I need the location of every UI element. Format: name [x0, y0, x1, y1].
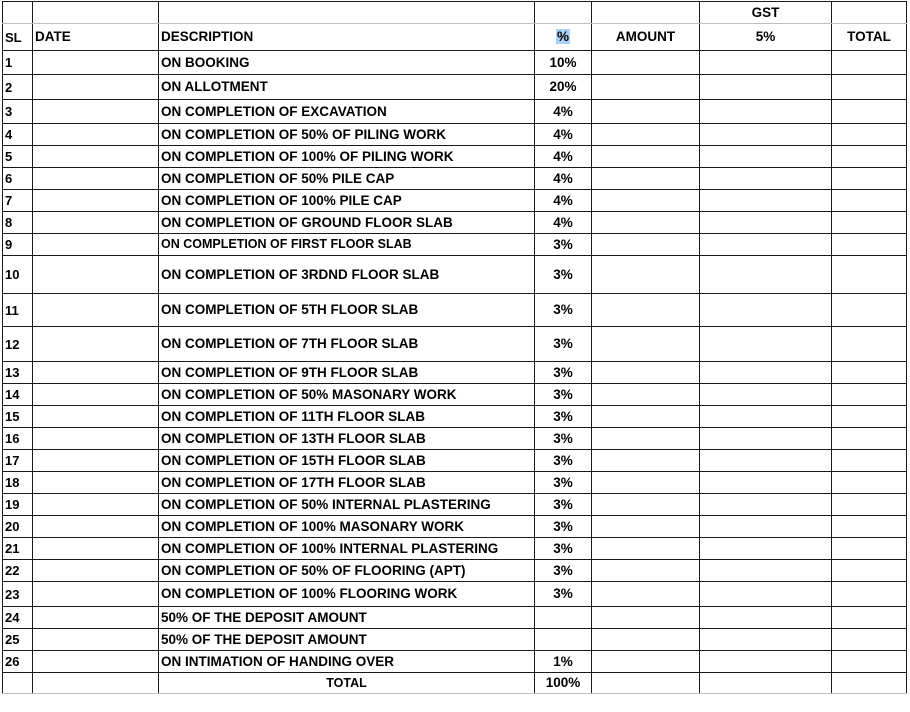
row-percent[interactable]: 3% — [535, 406, 592, 428]
row-description[interactable]: ON COMPLETION OF 7TH FLOOR SLAB — [159, 327, 535, 362]
row-gst[interactable] — [700, 362, 832, 384]
row-gst[interactable] — [700, 146, 832, 168]
row-percent[interactable]: 3% — [535, 538, 592, 560]
row-percent[interactable]: 1% — [535, 651, 592, 673]
table-row — [3, 472, 907, 494]
row-total[interactable] — [832, 582, 907, 607]
row-date[interactable] — [33, 607, 159, 629]
row-percent[interactable]: 3% — [535, 560, 592, 582]
total-row — [3, 673, 907, 694]
row-date[interactable] — [33, 560, 159, 582]
row-percent[interactable]: 3% — [535, 582, 592, 607]
row-gst[interactable] — [700, 538, 832, 560]
percent-header-text: % — [556, 29, 569, 45]
row-date[interactable] — [33, 190, 159, 212]
row-sl[interactable]: 21 — [3, 538, 33, 560]
row-description[interactable]: ON COMPLETION OF 100% OF PILING WORK — [159, 146, 535, 168]
row-percent[interactable]: 3% — [535, 384, 592, 406]
row-amount[interactable] — [592, 168, 700, 190]
row-percent[interactable] — [535, 607, 592, 629]
row-sl[interactable]: 24 — [3, 607, 33, 629]
row-description[interactable]: ON COMPLETION OF GROUND FLOOR SLAB — [159, 212, 535, 234]
row-total[interactable] — [832, 212, 907, 234]
row-amount[interactable] — [592, 428, 700, 450]
row-total[interactable] — [832, 560, 907, 582]
row-sl[interactable]: 1 — [3, 51, 33, 75]
row-description[interactable]: ON COMPLETION OF 50% PILE CAP — [159, 168, 535, 190]
row-sl[interactable]: 13 — [3, 362, 33, 384]
row-amount[interactable] — [592, 651, 700, 673]
description-header[interactable]: DESCRIPTION — [159, 24, 535, 51]
row-date[interactable] — [33, 234, 159, 256]
row-sl[interactable]: 17 — [3, 450, 33, 472]
row-percent[interactable]: 4% — [535, 100, 592, 124]
row-amount[interactable] — [592, 256, 700, 294]
row-date[interactable] — [33, 582, 159, 607]
row-sl[interactable]: 20 — [3, 516, 33, 538]
row-sl[interactable]: 4 — [3, 124, 33, 146]
cell[interactable] — [3, 673, 33, 694]
table-row — [3, 234, 907, 256]
row-date[interactable] — [33, 124, 159, 146]
row-sl[interactable]: 18 — [3, 472, 33, 494]
row-total[interactable] — [832, 146, 907, 168]
table-row — [3, 256, 907, 294]
row-description[interactable]: ON COMPLETION OF 3RDND FLOOR SLAB — [159, 256, 535, 294]
row-percent[interactable]: 3% — [535, 327, 592, 362]
row-total[interactable] — [832, 256, 907, 294]
row-date[interactable] — [33, 100, 159, 124]
row-total[interactable] — [832, 190, 907, 212]
cell[interactable] — [3, 2, 33, 24]
row-amount[interactable] — [592, 560, 700, 582]
table-row — [3, 406, 907, 428]
row-gst[interactable] — [700, 651, 832, 673]
row-gst[interactable] — [700, 75, 832, 100]
row-gst[interactable] — [700, 294, 832, 327]
row-amount[interactable] — [592, 582, 700, 607]
row-date[interactable] — [33, 362, 159, 384]
row-amount[interactable] — [592, 538, 700, 560]
table-row — [3, 146, 907, 168]
row-total[interactable] — [832, 651, 907, 673]
row-total[interactable] — [832, 538, 907, 560]
row-total[interactable] — [832, 124, 907, 146]
row-date[interactable] — [33, 629, 159, 651]
row-date[interactable] — [33, 516, 159, 538]
total-label[interactable]: TOTAL — [159, 673, 535, 694]
row-percent[interactable]: 3% — [535, 234, 592, 256]
row-amount[interactable] — [592, 294, 700, 327]
table-row — [3, 516, 907, 538]
row-total[interactable] — [832, 516, 907, 538]
row-date[interactable] — [33, 384, 159, 406]
row-total[interactable] — [832, 294, 907, 327]
row-percent[interactable]: 3% — [535, 294, 592, 327]
amount-header[interactable]: AMOUNT — [592, 24, 700, 51]
row-percent[interactable]: 3% — [535, 362, 592, 384]
row-gst[interactable] — [700, 384, 832, 406]
cell[interactable] — [535, 2, 592, 24]
row-description[interactable]: ON COMPLETION OF 50% OF PILING WORK — [159, 124, 535, 146]
row-total[interactable] — [832, 100, 907, 124]
row-gst[interactable] — [700, 629, 832, 651]
row-date[interactable] — [33, 146, 159, 168]
table-row — [3, 51, 907, 75]
row-description[interactable]: ON COMPLETION OF EXCAVATION — [159, 100, 535, 124]
cell[interactable] — [33, 673, 159, 694]
table-row — [3, 190, 907, 212]
row-description[interactable]: ON COMPLETION OF 17TH FLOOR SLAB — [159, 472, 535, 494]
row-description[interactable]: ON INTIMATION OF HANDING OVER — [159, 651, 535, 673]
row-total[interactable] — [832, 234, 907, 256]
row-percent[interactable]: 4% — [535, 168, 592, 190]
row-percent[interactable]: 20% — [535, 75, 592, 100]
row-percent[interactable]: 3% — [535, 494, 592, 516]
table-row — [3, 582, 907, 607]
row-sl[interactable]: 9 — [3, 234, 33, 256]
table-row — [3, 538, 907, 560]
row-description[interactable]: ON COMPLETION OF 100% PILE CAP — [159, 190, 535, 212]
row-percent[interactable]: 3% — [535, 472, 592, 494]
row-sl[interactable]: 5 — [3, 146, 33, 168]
row-gst[interactable] — [700, 124, 832, 146]
table-row — [3, 75, 907, 100]
row-sl[interactable]: 8 — [3, 212, 33, 234]
row-sl[interactable]: 11 — [3, 294, 33, 327]
row-total[interactable] — [832, 406, 907, 428]
row-description[interactable]: ON COMPLETION OF 5TH FLOOR SLAB — [159, 294, 535, 327]
row-total[interactable] — [832, 494, 907, 516]
table-row — [3, 494, 907, 516]
row-gst[interactable] — [700, 168, 832, 190]
cell[interactable] — [159, 2, 535, 24]
row-gst[interactable] — [700, 450, 832, 472]
row-gst[interactable] — [700, 582, 832, 607]
row-sl[interactable]: 26 — [3, 651, 33, 673]
header-row — [3, 24, 907, 51]
row-date[interactable] — [33, 406, 159, 428]
table-row — [3, 124, 907, 146]
payment-schedule-table — [2, 1, 907, 694]
row-amount[interactable] — [592, 327, 700, 362]
row-amount[interactable] — [592, 406, 700, 428]
table-row — [3, 212, 907, 234]
row-date[interactable] — [33, 256, 159, 294]
row-sl[interactable]: 12 — [3, 327, 33, 362]
row-amount[interactable] — [592, 51, 700, 75]
row-amount[interactable] — [592, 100, 700, 124]
row-sl[interactable]: 19 — [3, 494, 33, 516]
row-total[interactable] — [832, 607, 907, 629]
row-sl[interactable]: 23 — [3, 582, 33, 607]
row-amount[interactable] — [592, 472, 700, 494]
table-row — [3, 327, 907, 362]
row-date[interactable] — [33, 51, 159, 75]
sl-header[interactable]: SL — [3, 24, 33, 51]
row-sl[interactable]: 7 — [3, 190, 33, 212]
row-description[interactable]: ON COMPLETION OF 50% OF FLOORING (APT) — [159, 560, 535, 582]
total-gst[interactable] — [700, 673, 832, 694]
table-row — [3, 168, 907, 190]
header-row-top — [3, 2, 907, 24]
row-sl[interactable]: 25 — [3, 629, 33, 651]
row-description[interactable]: ON COMPLETION OF 100% MASONARY WORK — [159, 516, 535, 538]
row-description[interactable]: 50% OF THE DEPOSIT AMOUNT — [159, 607, 535, 629]
row-percent[interactable]: 3% — [535, 428, 592, 450]
row-date[interactable] — [33, 472, 159, 494]
row-percent[interactable]: 4% — [535, 146, 592, 168]
row-description[interactable]: ON COMPLETION OF 11TH FLOOR SLAB — [159, 406, 535, 428]
row-amount[interactable] — [592, 384, 700, 406]
row-description[interactable]: ON COMPLETION OF 100% INTERNAL PLASTERING — [159, 538, 535, 560]
row-amount[interactable] — [592, 212, 700, 234]
row-amount[interactable] — [592, 234, 700, 256]
row-total[interactable] — [832, 75, 907, 100]
row-amount[interactable] — [592, 75, 700, 100]
row-sl[interactable]: 15 — [3, 406, 33, 428]
row-total[interactable] — [832, 472, 907, 494]
row-date[interactable] — [33, 327, 159, 362]
row-total[interactable] — [832, 450, 907, 472]
row-percent[interactable]: 3% — [535, 450, 592, 472]
row-amount[interactable] — [592, 146, 700, 168]
row-date[interactable] — [33, 294, 159, 327]
row-date[interactable] — [33, 168, 159, 190]
row-percent[interactable]: 10% — [535, 51, 592, 75]
row-percent[interactable]: 3% — [535, 256, 592, 294]
row-amount[interactable] — [592, 450, 700, 472]
total-total[interactable] — [832, 673, 907, 694]
row-total[interactable] — [832, 51, 907, 75]
row-date[interactable] — [33, 75, 159, 100]
row-date[interactable] — [33, 212, 159, 234]
row-amount[interactable] — [592, 607, 700, 629]
gst-header[interactable]: GST — [700, 2, 832, 24]
row-sl[interactable]: 22 — [3, 560, 33, 582]
row-amount[interactable] — [592, 629, 700, 651]
row-sl[interactable]: 16 — [3, 428, 33, 450]
row-date[interactable] — [33, 428, 159, 450]
row-percent[interactable]: 4% — [535, 124, 592, 146]
row-description[interactable]: ON COMPLETION OF FIRST FLOOR SLAB — [159, 234, 535, 256]
row-total[interactable] — [832, 362, 907, 384]
cell[interactable] — [33, 2, 159, 24]
table-row — [3, 629, 907, 651]
row-description[interactable]: ON COMPLETION OF 50% INTERNAL PLASTERING — [159, 494, 535, 516]
row-gst[interactable] — [700, 560, 832, 582]
row-sl[interactable]: 10 — [3, 256, 33, 294]
row-description[interactable]: ON COMPLETION OF 13TH FLOOR SLAB — [159, 428, 535, 450]
table-row — [3, 450, 907, 472]
row-sl[interactable]: 14 — [3, 384, 33, 406]
row-gst[interactable] — [700, 428, 832, 450]
table-row — [3, 100, 907, 124]
percent-header[interactable] — [535, 24, 592, 51]
table-row — [3, 651, 907, 673]
row-sl[interactable]: 6 — [3, 168, 33, 190]
row-gst[interactable] — [700, 406, 832, 428]
row-gst[interactable] — [700, 494, 832, 516]
row-date[interactable] — [33, 651, 159, 673]
row-gst[interactable] — [700, 100, 832, 124]
date-header[interactable]: DATE — [33, 24, 159, 51]
row-description[interactable]: ON COMPLETION OF 15TH FLOOR SLAB — [159, 450, 535, 472]
cell[interactable] — [832, 2, 907, 24]
total-amount[interactable] — [592, 673, 700, 694]
row-date[interactable] — [33, 494, 159, 516]
row-description[interactable]: ON COMPLETION OF 50% MASONARY WORK — [159, 384, 535, 406]
row-date[interactable] — [33, 538, 159, 560]
row-gst[interactable] — [700, 327, 832, 362]
row-description[interactable]: ON ALLOTMENT — [159, 75, 535, 100]
row-amount[interactable] — [592, 124, 700, 146]
row-percent[interactable]: 4% — [535, 190, 592, 212]
row-amount[interactable] — [592, 190, 700, 212]
row-total[interactable] — [832, 327, 907, 362]
row-gst[interactable] — [700, 516, 832, 538]
row-gst[interactable] — [700, 472, 832, 494]
row-description[interactable]: 50% OF THE DEPOSIT AMOUNT — [159, 629, 535, 651]
table-row — [3, 560, 907, 582]
cell[interactable] — [592, 2, 700, 24]
row-gst[interactable] — [700, 256, 832, 294]
row-gst[interactable] — [700, 190, 832, 212]
total-header[interactable]: TOTAL — [832, 24, 907, 51]
row-total[interactable] — [832, 428, 907, 450]
table-row — [3, 607, 907, 629]
table-row — [3, 384, 907, 406]
table-row — [3, 428, 907, 450]
total-percent[interactable]: 100% — [535, 673, 592, 694]
row-total[interactable] — [832, 629, 907, 651]
row-gst[interactable] — [700, 212, 832, 234]
table-row — [3, 362, 907, 384]
row-percent[interactable] — [535, 629, 592, 651]
row-gst[interactable] — [700, 234, 832, 256]
row-total[interactable] — [832, 168, 907, 190]
row-percent[interactable]: 3% — [535, 516, 592, 538]
row-description[interactable]: ON COMPLETION OF 9TH FLOOR SLAB — [159, 362, 535, 384]
row-percent[interactable]: 4% — [535, 212, 592, 234]
row-total[interactable] — [832, 384, 907, 406]
row-amount[interactable] — [592, 516, 700, 538]
gst-rate-header[interactable]: 5% — [700, 24, 832, 51]
row-date[interactable] — [33, 450, 159, 472]
row-amount[interactable] — [592, 494, 700, 516]
table-row — [3, 294, 907, 327]
row-amount[interactable] — [592, 362, 700, 384]
row-gst[interactable] — [700, 607, 832, 629]
row-description[interactable]: ON BOOKING — [159, 51, 535, 75]
row-gst[interactable] — [700, 51, 832, 75]
row-description[interactable]: ON COMPLETION OF 100% FLOORING WORK — [159, 582, 535, 607]
row-sl[interactable]: 3 — [3, 100, 33, 124]
row-sl[interactable]: 2 — [3, 75, 33, 100]
